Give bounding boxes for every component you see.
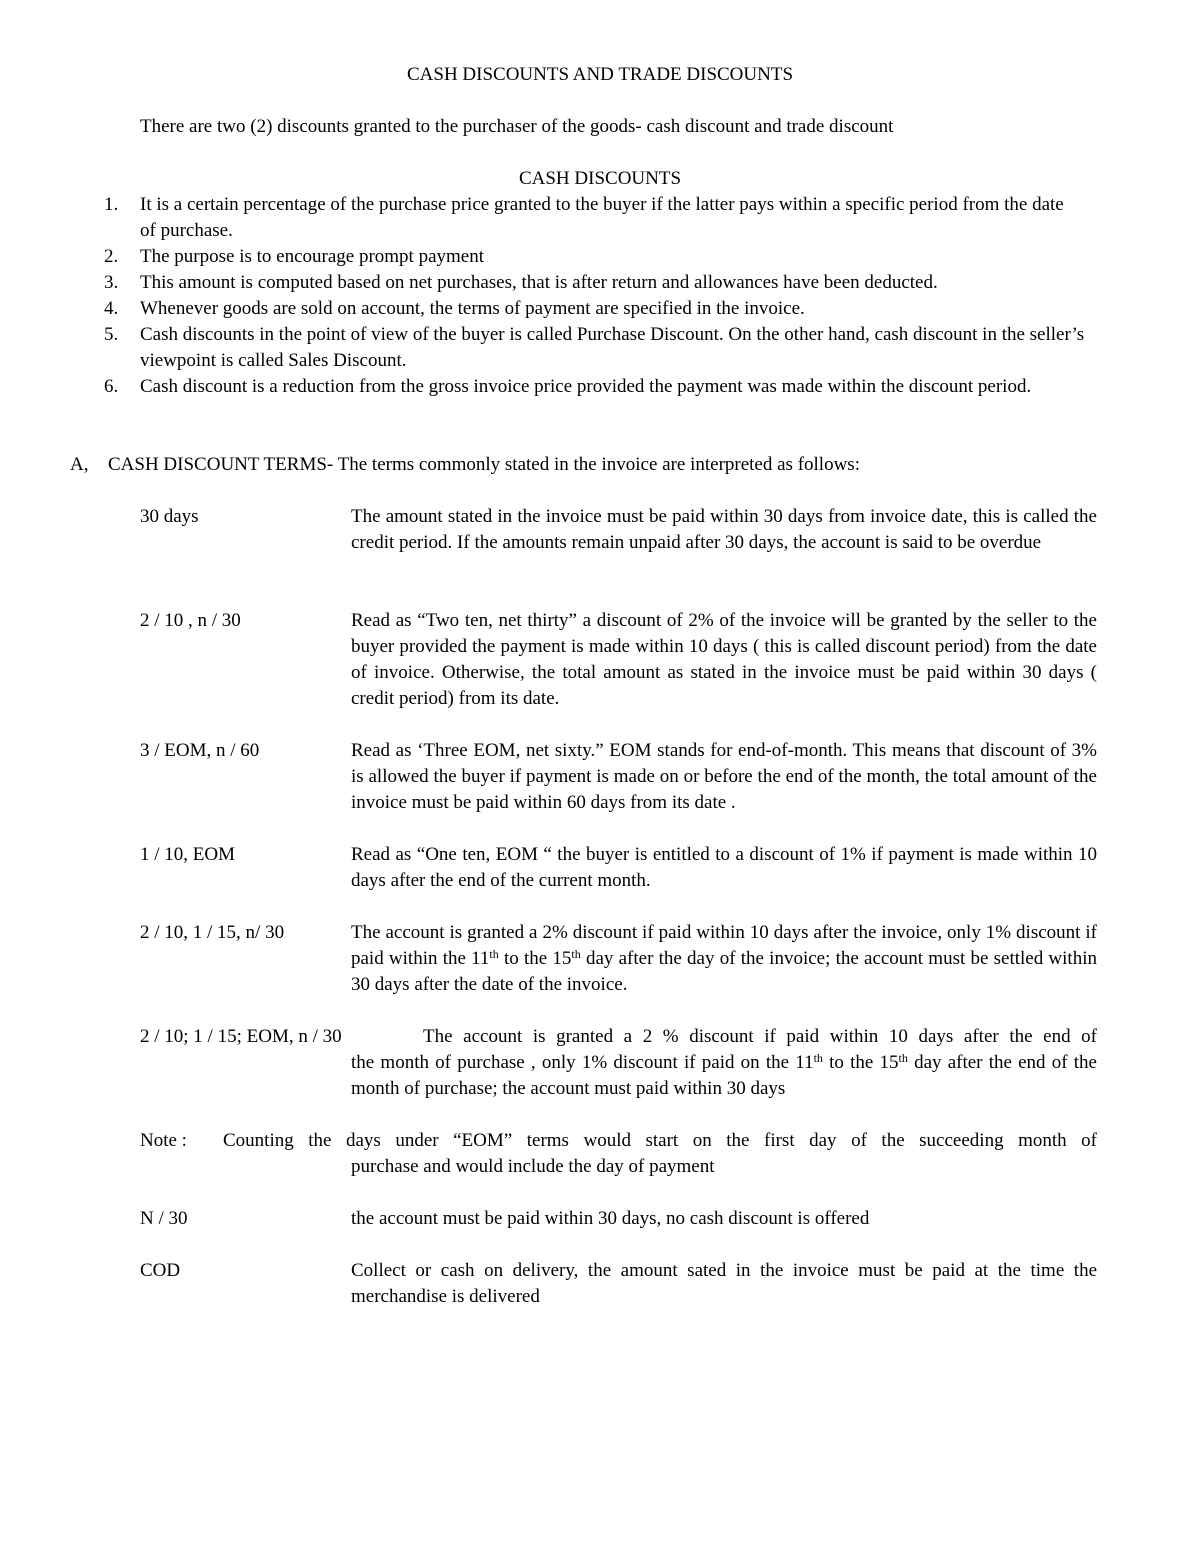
term-description: Read as “One ten, EOM “ the buyer is entitled to a discount of 1% if payment is made within 10 days after the end of the current month. bbox=[351, 844, 1097, 891]
term-description: Read as “Two ten, net thirty” a discount of 2% of the invoice will be granted by the seller to the buyer provided the payment is made within 10 days ( this is called discount period) from the date of invoice. Otherwise, the total amount as stated in the invoice must be paid within 30 days ( credit period) from its date. bbox=[351, 610, 1097, 709]
list-text: Cash discount is a reduction from the gross invoice price provided the payment was made within the discount period. bbox=[140, 376, 1032, 397]
list-number: 3. bbox=[104, 272, 119, 293]
list-number: 2. bbox=[104, 246, 119, 267]
list-number: 4. bbox=[104, 298, 119, 319]
list-text: Whenever goods are sold on account, the terms of payment are specified in the invoice. bbox=[140, 298, 805, 319]
term-label: N / 30 bbox=[140, 1208, 188, 1229]
list-text: This amount is computed based on net purchases, that is after return and allowances have been deducted. bbox=[140, 272, 938, 293]
list-text: It is a certain percentage of the purchase price granted to the buyer if the latter pays within a specific period from the date of purchase. bbox=[140, 194, 1064, 241]
term-description: Collect or cash on delivery, the amount sated in the invoice must be paid at the time the merchandise is delivered bbox=[351, 1260, 1097, 1307]
term-description-text: the month of purchase , only 1% discount if paid on the 11 bbox=[351, 1052, 814, 1073]
list-text: The purpose is to encourage prompt payment bbox=[140, 246, 485, 267]
term-label: 3 / EOM, n / 60 bbox=[140, 740, 260, 761]
intro-paragraph: There are two (2) discounts granted to the purchaser of the goods- cash discount and trade discount bbox=[140, 116, 894, 137]
ordinal-suffix: th bbox=[898, 1051, 908, 1065]
list-number: 6. bbox=[104, 376, 119, 397]
term-description: the account must be paid within 30 days, no cash discount is offered bbox=[351, 1208, 870, 1229]
term-label: 2 / 10 , n / 30 bbox=[140, 610, 241, 631]
cash-discount-terms-heading: CASH DISCOUNT TERMS- The terms commonly stated in the invoice are interpreted as follows: bbox=[108, 454, 860, 475]
term-description: The amount stated in the invoice must be paid within 30 days from invoice date, this is called the credit period. If the amounts remain unpaid after 30 days, the account is said to be overdue bbox=[351, 506, 1097, 553]
ordinal-suffix: th bbox=[571, 947, 581, 961]
document-title: CASH DISCOUNTS AND TRADE DISCOUNTS bbox=[406, 64, 794, 85]
ordinal-suffix: th bbox=[489, 947, 499, 961]
term-label: 2 / 10; 1 / 15; EOM, n / 30 bbox=[140, 1026, 342, 1047]
term-description-text: The account is granted a 2% discount if paid within 10 days after the invoice, only 1% discount if paid within the 11 bbox=[351, 922, 1097, 969]
term-label: COD bbox=[140, 1260, 181, 1281]
note-continuation: purchase and would include the day of payment bbox=[351, 1156, 715, 1177]
term-description-text: day after the day of the invoice; the account must be settled within 30 days after the date of the invoice. bbox=[351, 948, 1097, 995]
list-number: 1. bbox=[104, 194, 119, 215]
ordinal-suffix: th bbox=[813, 1051, 823, 1065]
term-label: 30 days bbox=[140, 506, 199, 527]
term-description-first-line: The account is granted a 2 % discount if paid within 10 days after the end of bbox=[423, 1026, 1097, 1047]
term-description bbox=[351, 1050, 1097, 1102]
term-description-text: to the 15 bbox=[822, 1052, 899, 1073]
list-number: 5. bbox=[104, 324, 119, 345]
note-first-line: Counting the days under “EOM” terms would start on the first day of the succeeding month of bbox=[223, 1130, 1097, 1151]
note-label: Note : bbox=[140, 1130, 187, 1151]
term-label: 1 / 10, EOM bbox=[140, 844, 235, 865]
section-letter: A, bbox=[70, 454, 89, 475]
term-description-text: day after the end of the month of purchase; the account must paid within 30 days bbox=[351, 1052, 1097, 1099]
term-description: Read as ‘Three EOM, net sixty.” EOM stands for end-of-month. This means that discount of 3% is allowed the buyer if payment is made on or before the end of the month, the total amount of the invoice must be paid within 60 days from its date . bbox=[351, 740, 1097, 813]
term-description-text: to the 15 bbox=[498, 948, 572, 969]
term-label: 2 / 10, 1 / 15, n/ 30 bbox=[140, 922, 285, 943]
list-text: Cash discounts in the point of view of the buyer is called Purchase Discount. On the other hand, cash discount in the seller’s viewpoint is called Sales Discount. bbox=[140, 324, 1085, 371]
cash-discounts-heading: CASH DISCOUNTS bbox=[518, 168, 682, 189]
term-description bbox=[351, 920, 1097, 998]
